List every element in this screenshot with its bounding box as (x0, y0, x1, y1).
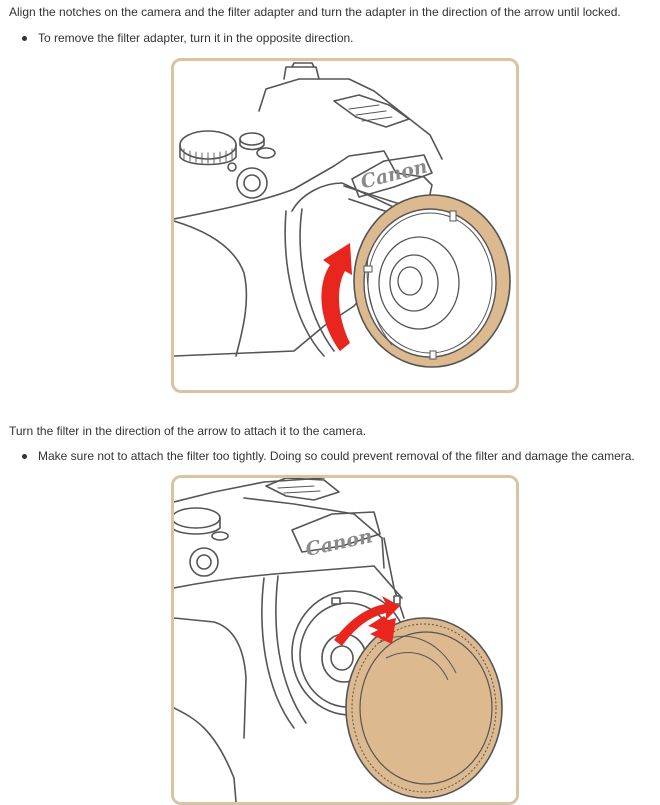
camera-with-adapter-drawing (174, 61, 516, 390)
lens-barrel (262, 578, 294, 728)
step2-bullet-list (10, 448, 635, 464)
camera-body-outline (174, 574, 274, 588)
mode-dial (174, 508, 220, 528)
turn-direction-arrow (321, 243, 352, 351)
canon-logo: Canon (303, 525, 375, 561)
step2-bullet: Make sure not to attach the filter too tightly. Doing so could prevent removal of the filter and damage the camera. (10, 448, 635, 464)
filter-attach-illustration (171, 475, 519, 805)
step1-instruction: Align the notches on the camera and the filter adapter and turn the adapter in the direction of the arrow until locked. (9, 5, 621, 19)
lens-filter (346, 618, 502, 798)
viewfinder-hump (259, 79, 442, 159)
camera-with-filter-drawing (174, 478, 516, 802)
step1-bullet: To remove the filter adapter, turn it in the opposite direction. (10, 30, 354, 46)
filter-adapter-ring (354, 195, 510, 367)
canon-logo: Canon (358, 155, 430, 194)
camera-grip-outline (174, 221, 246, 356)
step1-bullet-list (10, 30, 354, 46)
step2-instruction: Turn the filter in the direction of the arrow to attach it to the camera. (9, 424, 367, 438)
filter-adapter-illustration (171, 58, 519, 393)
